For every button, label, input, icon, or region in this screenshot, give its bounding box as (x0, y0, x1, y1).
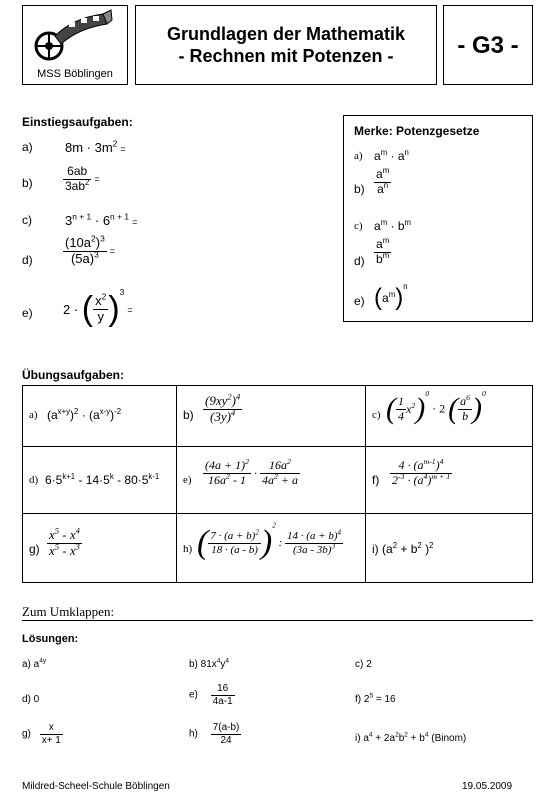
header-code-box (443, 5, 533, 85)
merke-e: $(a^m)^n$ (374, 282, 408, 311)
uebung-cell-g (22, 513, 177, 583)
loesung-a: a) $a^{4y}$ (22, 657, 47, 670)
uebung-label-c: c) (372, 409, 381, 421)
page-title: Grundlagen der Mathematik (166, 24, 406, 44)
einstieg-heading: Einstiegsaufgaben: (22, 115, 133, 129)
loesung-g: g) $\frac{x}{x+ 1}$ (22, 722, 61, 746)
header-logo-box (22, 5, 128, 85)
loesung-f: f) $2^5 = 16$ (355, 692, 396, 705)
uebung-label-d: d) (29, 474, 39, 486)
merke-label-e: e) (354, 294, 365, 308)
loesung-c: c) 2 (355, 659, 372, 670)
loesung-h: h) $\frac{7(a-b)}{24}$ (189, 722, 240, 746)
uebung-label-b: b) (183, 408, 194, 422)
fold-divider (22, 620, 533, 621)
uebung-cell-h (176, 513, 366, 583)
uebung-label-h: h) (183, 543, 193, 555)
uebung-label-e: e) (183, 474, 192, 486)
merke-heading: Merke: Potenzgesetze (354, 124, 480, 138)
uebung-a: $(a^{x+y})^2 \cdot (a^{x-y})^{-2}$ (47, 407, 122, 422)
uebung-label-a: a) (29, 409, 38, 421)
uebung-cell-i (365, 513, 533, 583)
uebung-cell-a (22, 385, 177, 447)
footer-school: Mildred-Scheel-Schule Böblingen (22, 781, 170, 792)
merke-label-b: b) (354, 182, 365, 196)
merke-a: $a^m \cdot a^n$ (374, 148, 409, 163)
loesung-e: e) $\frac{16}{4a-1}$ (189, 683, 233, 707)
uebung-i: i) ($a^2 + b^2$ )$^2$ (372, 541, 434, 556)
uebung-cell-d (22, 446, 177, 514)
uebung-heading: Übungsaufgaben: (22, 368, 124, 382)
uebung-f: $\frac{4 \cdot (a^{m-1})^4}{2^{-3} \cdot (a^4)^{m + 1}}$ (392, 457, 451, 487)
merke-label-d: d) (354, 254, 365, 268)
loesungen-heading: Lösungen: (22, 633, 79, 645)
footer-date: 19.05.2009 (462, 781, 513, 792)
uebung-b: $\frac{(9xy^2)^4}{(3y)^4}$ (205, 391, 241, 424)
einstieg-label-c: c) (22, 213, 32, 227)
fold-label: Zum Umklappen: (22, 604, 115, 619)
uebung-label-g: g) (29, 542, 40, 556)
einstieg-a: $8m \cdot 3m^2$ = (65, 138, 126, 155)
uebung-cell-e (176, 446, 366, 514)
einstieg-label-a: a) (22, 140, 33, 154)
merke-label-c: c) (354, 220, 363, 232)
merke-box (343, 115, 533, 322)
uebung-d: $6\cdot 5^{k+1} - 14\cdot 5^k - 80\cdot 5^{k-1}$ (45, 472, 160, 487)
uebung-c: ( $\frac{1}{4}$ $x^2)^0 \cdot 2$ ( $\frac{a^6}{b}$ )$^0$ (386, 388, 486, 425)
loesung-b: b) $81x^4y^4$ (189, 657, 230, 670)
uebung-cell-c (365, 385, 533, 447)
uebung-cell-f (365, 446, 533, 514)
header-title-box (135, 5, 437, 85)
uebung-label-i: i) (372, 542, 379, 556)
einstieg-e: 2 · ( $\frac{x^2}{y}$ )$^3$= (63, 286, 133, 328)
uebung-h: ( $\frac{7 \cdot (a + b)^2}{18 \cdot (a - b)}$ )$^2$ : $\frac{14 \cdot (a + b)^4}{(3a - 3b)^3}$ (197, 521, 342, 561)
einstieg-label-b: b) (22, 176, 33, 190)
einstieg-c: $3^{n + 1} \cdot 6^{n + 1}$ = (65, 211, 138, 228)
uebung-label-f: f) (372, 473, 380, 487)
film-strip-logo (33, 8, 113, 63)
merke-label-a: a) (354, 150, 363, 162)
merke-d: $\frac{a^m}{b^m}$ (376, 236, 390, 266)
einstieg-label-e: e) (22, 306, 33, 320)
sheet-code: - G3 - (457, 32, 519, 59)
uebung-cell-b (176, 385, 366, 447)
merke-b: $\frac{a^m}{a^n}$ (376, 166, 390, 196)
loesung-i: i) $a^4 + 2a^2b^2 + b^4$ (Binom) (355, 731, 467, 744)
einstieg-b: $\frac{6ab}{3ab^2}$ = (65, 164, 100, 193)
uebung-e: $\frac{(4a + 1)^2}{16a^2 - 1}$ · $\frac{16a^2}{4a^2 + a}$ (205, 457, 299, 487)
uebung-g: $\frac{x^5 - x^4}{x^5 - x^3}$ (49, 525, 80, 558)
school-short-name: MSS Böblingen (37, 68, 113, 80)
merke-c: $a^m \cdot b^m$ (374, 218, 412, 233)
loesung-d: d) 0 (22, 694, 40, 705)
einstieg-d: $\frac{(10a^2)^3}{(5a)^3}$ = (65, 233, 116, 266)
einstieg-label-d: d) (22, 253, 33, 267)
page-subtitle: - Rechnen mit Potenzen - (178, 46, 394, 66)
